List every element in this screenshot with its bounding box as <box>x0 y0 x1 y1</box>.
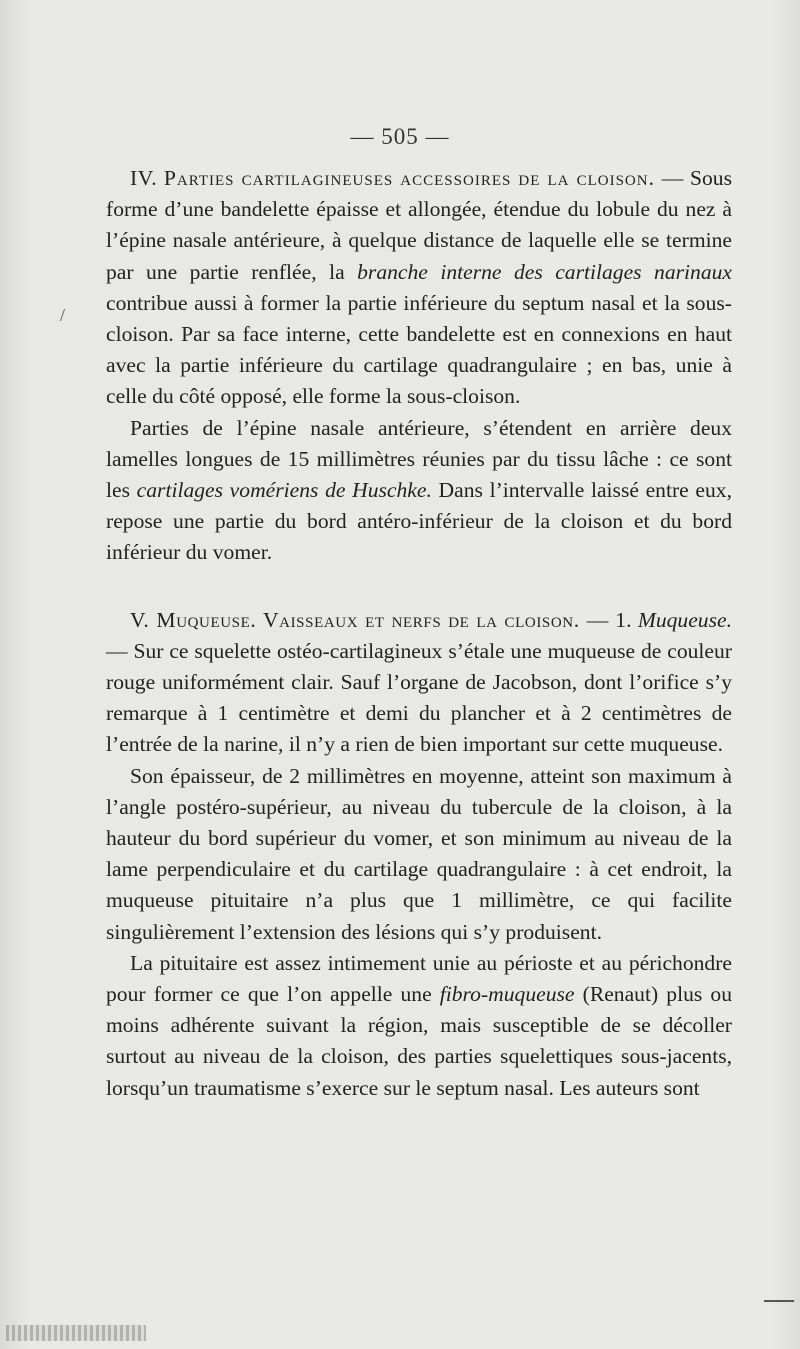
section-iv-p2-italic: cartilages vomériens de Huschke. <box>136 478 432 503</box>
section-v-p3-italic: fibro-muqueuse <box>439 982 575 1007</box>
section-iv-paragraph-1 <box>106 163 732 413</box>
body-text <box>106 163 732 1104</box>
page-number: — 505 — <box>350 124 450 149</box>
section-iv-paragraph-2 <box>106 413 732 569</box>
section-v-heading <box>130 608 609 632</box>
section-v-sub-number: 1. <box>615 607 632 632</box>
section-iv-p1-a: Sous forme d’une bandelette épaisse et allongée, étendue du lobule du nez à l’épine nasale antérieure, à quelque distance de laquelle elle se termine par une partie renflée, la <box>106 166 732 284</box>
section-v-paragraph-2: Son épaisseur, de 2 millimètres en moyenne, atteint son maximum à l’angle postéro-supérieur, au niveau du tubercule de la cloison, à la hauteur du bord supérieur du vomer, et son minimum au niveau de la lame perpendiculaire et du cartilage quadrangulaire : à cet endroit, la muqueuse pituitaire n’a plus que 1 millimètre, ce qui facilite singulièrement l’extension des lésions qui s’y produisent. <box>106 763 732 944</box>
section-v-sub-title: Muqueuse. <box>637 607 732 632</box>
section-iv-p1-b: contribue aussi à former la partie inférieure du septum nasal et la sous-cloison. Par sa face interne, cette bandelette est en connexions en haut avec la partie inférieure du cartilage quadrangulaire ; en bas, unie à celle du côté opposé, elle forme la sous-cloison. <box>106 290 732 409</box>
section-iv-p2-a: Parties de l’épine nasale antérieure, s’étendent en arrière deux lamelles longues de 15 millimètres réunies par du tissu lâche : ce sont les <box>106 415 732 503</box>
margin-mark: / <box>60 305 66 325</box>
section-iv-dash: — <box>655 166 684 190</box>
section-iv-heading <box>130 166 684 190</box>
section-v-dash: — <box>579 607 609 632</box>
section-v-p3-b: (Renaut) plus ou moins adhérente suivant la région, mais susceptible de se décoller surtout au niveau de la cloison, des parties squelettiques sous-jacents, lorsqu’un traumatisme s’exerce sur le septum nasal. Les auteurs sont <box>106 982 732 1100</box>
section-v-paragraph-3 <box>106 948 732 1104</box>
section-v-title: Muqueuse. Vaisseaux et nerfs de la cloison. <box>156 607 580 632</box>
section-iv-p2-b: Dans l’intervalle laissé entre eux, repose une partie du bord antéro-inférieur de la cloison et du bord inférieur du vomer. <box>106 478 732 565</box>
section-iv-title: Parties cartilagineuses accessoires de la cloison. <box>163 166 655 190</box>
section-v-p3-a: La pituitaire est assez intimement unie au périoste et au périchondre pour former ce que l’on appelle une <box>106 950 732 1007</box>
section-iv-p1-italic: branche interne des cartilages narinaux <box>357 259 733 284</box>
section-v-p1: — Sur ce squelette ostéo-cartilagineux s’étale une muqueuse de couleur rouge uniformément clair. Sauf l’organe de Jacobson, dont l’orifice s’y remarque à 1 centimètre et demi du plancher et à 2 centimètres de l’entrée de la narine, il n’y a rien de bien important sur cette muqueuse. <box>106 638 732 757</box>
section-v-paragraph-1 <box>106 605 732 761</box>
section-iv-numeral: IV. <box>130 166 158 190</box>
section-gap <box>106 569 732 605</box>
scan-bottom-edge <box>6 1325 146 1341</box>
edge-mark <box>764 1300 794 1302</box>
section-v-numeral: V. <box>130 607 150 632</box>
